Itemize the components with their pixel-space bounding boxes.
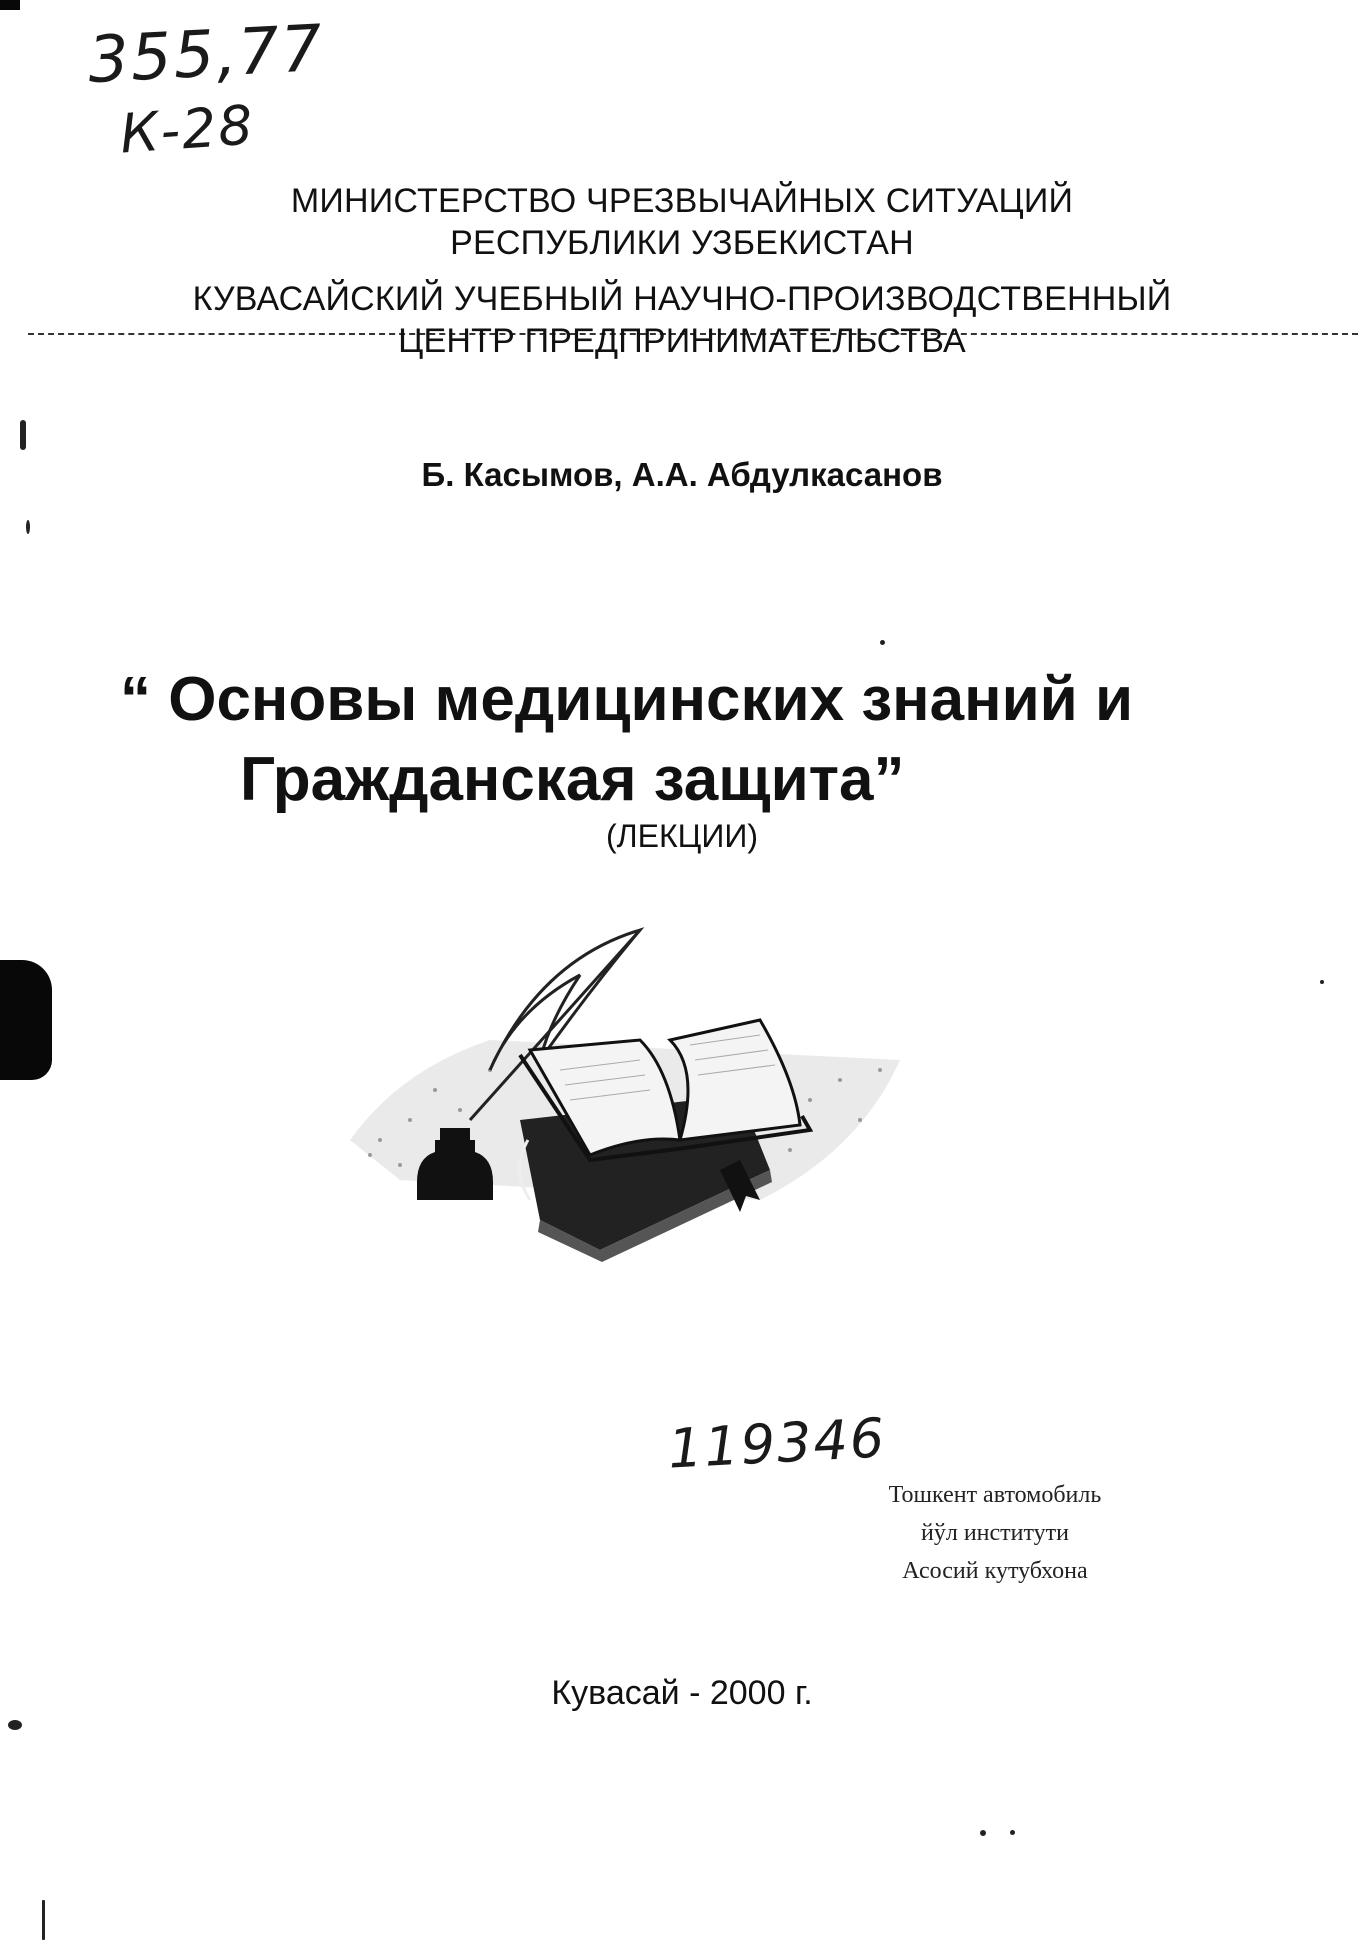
scan-speck [26, 520, 30, 534]
stamp-line-2: йўл институти [921, 1520, 1069, 1546]
scan-speck [980, 1830, 986, 1836]
scan-speck [1320, 980, 1324, 984]
handwritten-author-mark: К-28 [117, 93, 257, 166]
stamp-line-1: Тошкент автомобиль [888, 1482, 1102, 1508]
scan-speck [1010, 1830, 1015, 1835]
scan-speck [20, 420, 26, 450]
library-stamp [835, 1476, 1155, 1590]
institution-header [0, 278, 1364, 362]
scan-speck [880, 640, 885, 645]
authors: Б. Касымов, А.А. Абдулкасанов [421, 456, 943, 493]
title-line-1: “ Основы медицинских знаний и [120, 665, 1134, 734]
institution-line-1: КУВАСАЙСКИЙ УЧЕБНЫЙ НАУЧНО-ПРОИЗВОДСТВЕННЫЙ [192, 280, 1172, 318]
scan-speck [42, 1900, 45, 1940]
ministry-line-1: МИНИСТЕРСТВО ЧРЕЗВЫЧАЙНЫХ СИТУАЦИЙ [290, 182, 1074, 220]
institution-line-2: ЦЕНТР ПРЕДПРИНИМАТЕЛЬСТВА [398, 322, 966, 360]
handwritten-inventory-number: 119346 [666, 1406, 888, 1481]
scan-speck [8, 1720, 22, 1730]
book-quill-inkwell-icon [340, 920, 900, 1285]
title-line-2: Гражданская защита” [240, 745, 905, 814]
stamp-line-3: Асосий кутубхона [902, 1558, 1088, 1584]
left-edge-ink-blot [0, 960, 52, 1080]
handwritten-call-number: 355,77 [86, 11, 326, 99]
ministry-header [0, 180, 1364, 264]
imprint-place-year: Кувасай - 2000 г. [551, 1674, 813, 1712]
ministry-line-2: РЕСПУБЛИКИ УЗБЕКИСТАН [450, 224, 914, 262]
top-left-edge-mark [0, 0, 20, 10]
illustration-svg [340, 920, 900, 1280]
document-subtitle: (ЛЕКЦИИ) [606, 818, 758, 854]
